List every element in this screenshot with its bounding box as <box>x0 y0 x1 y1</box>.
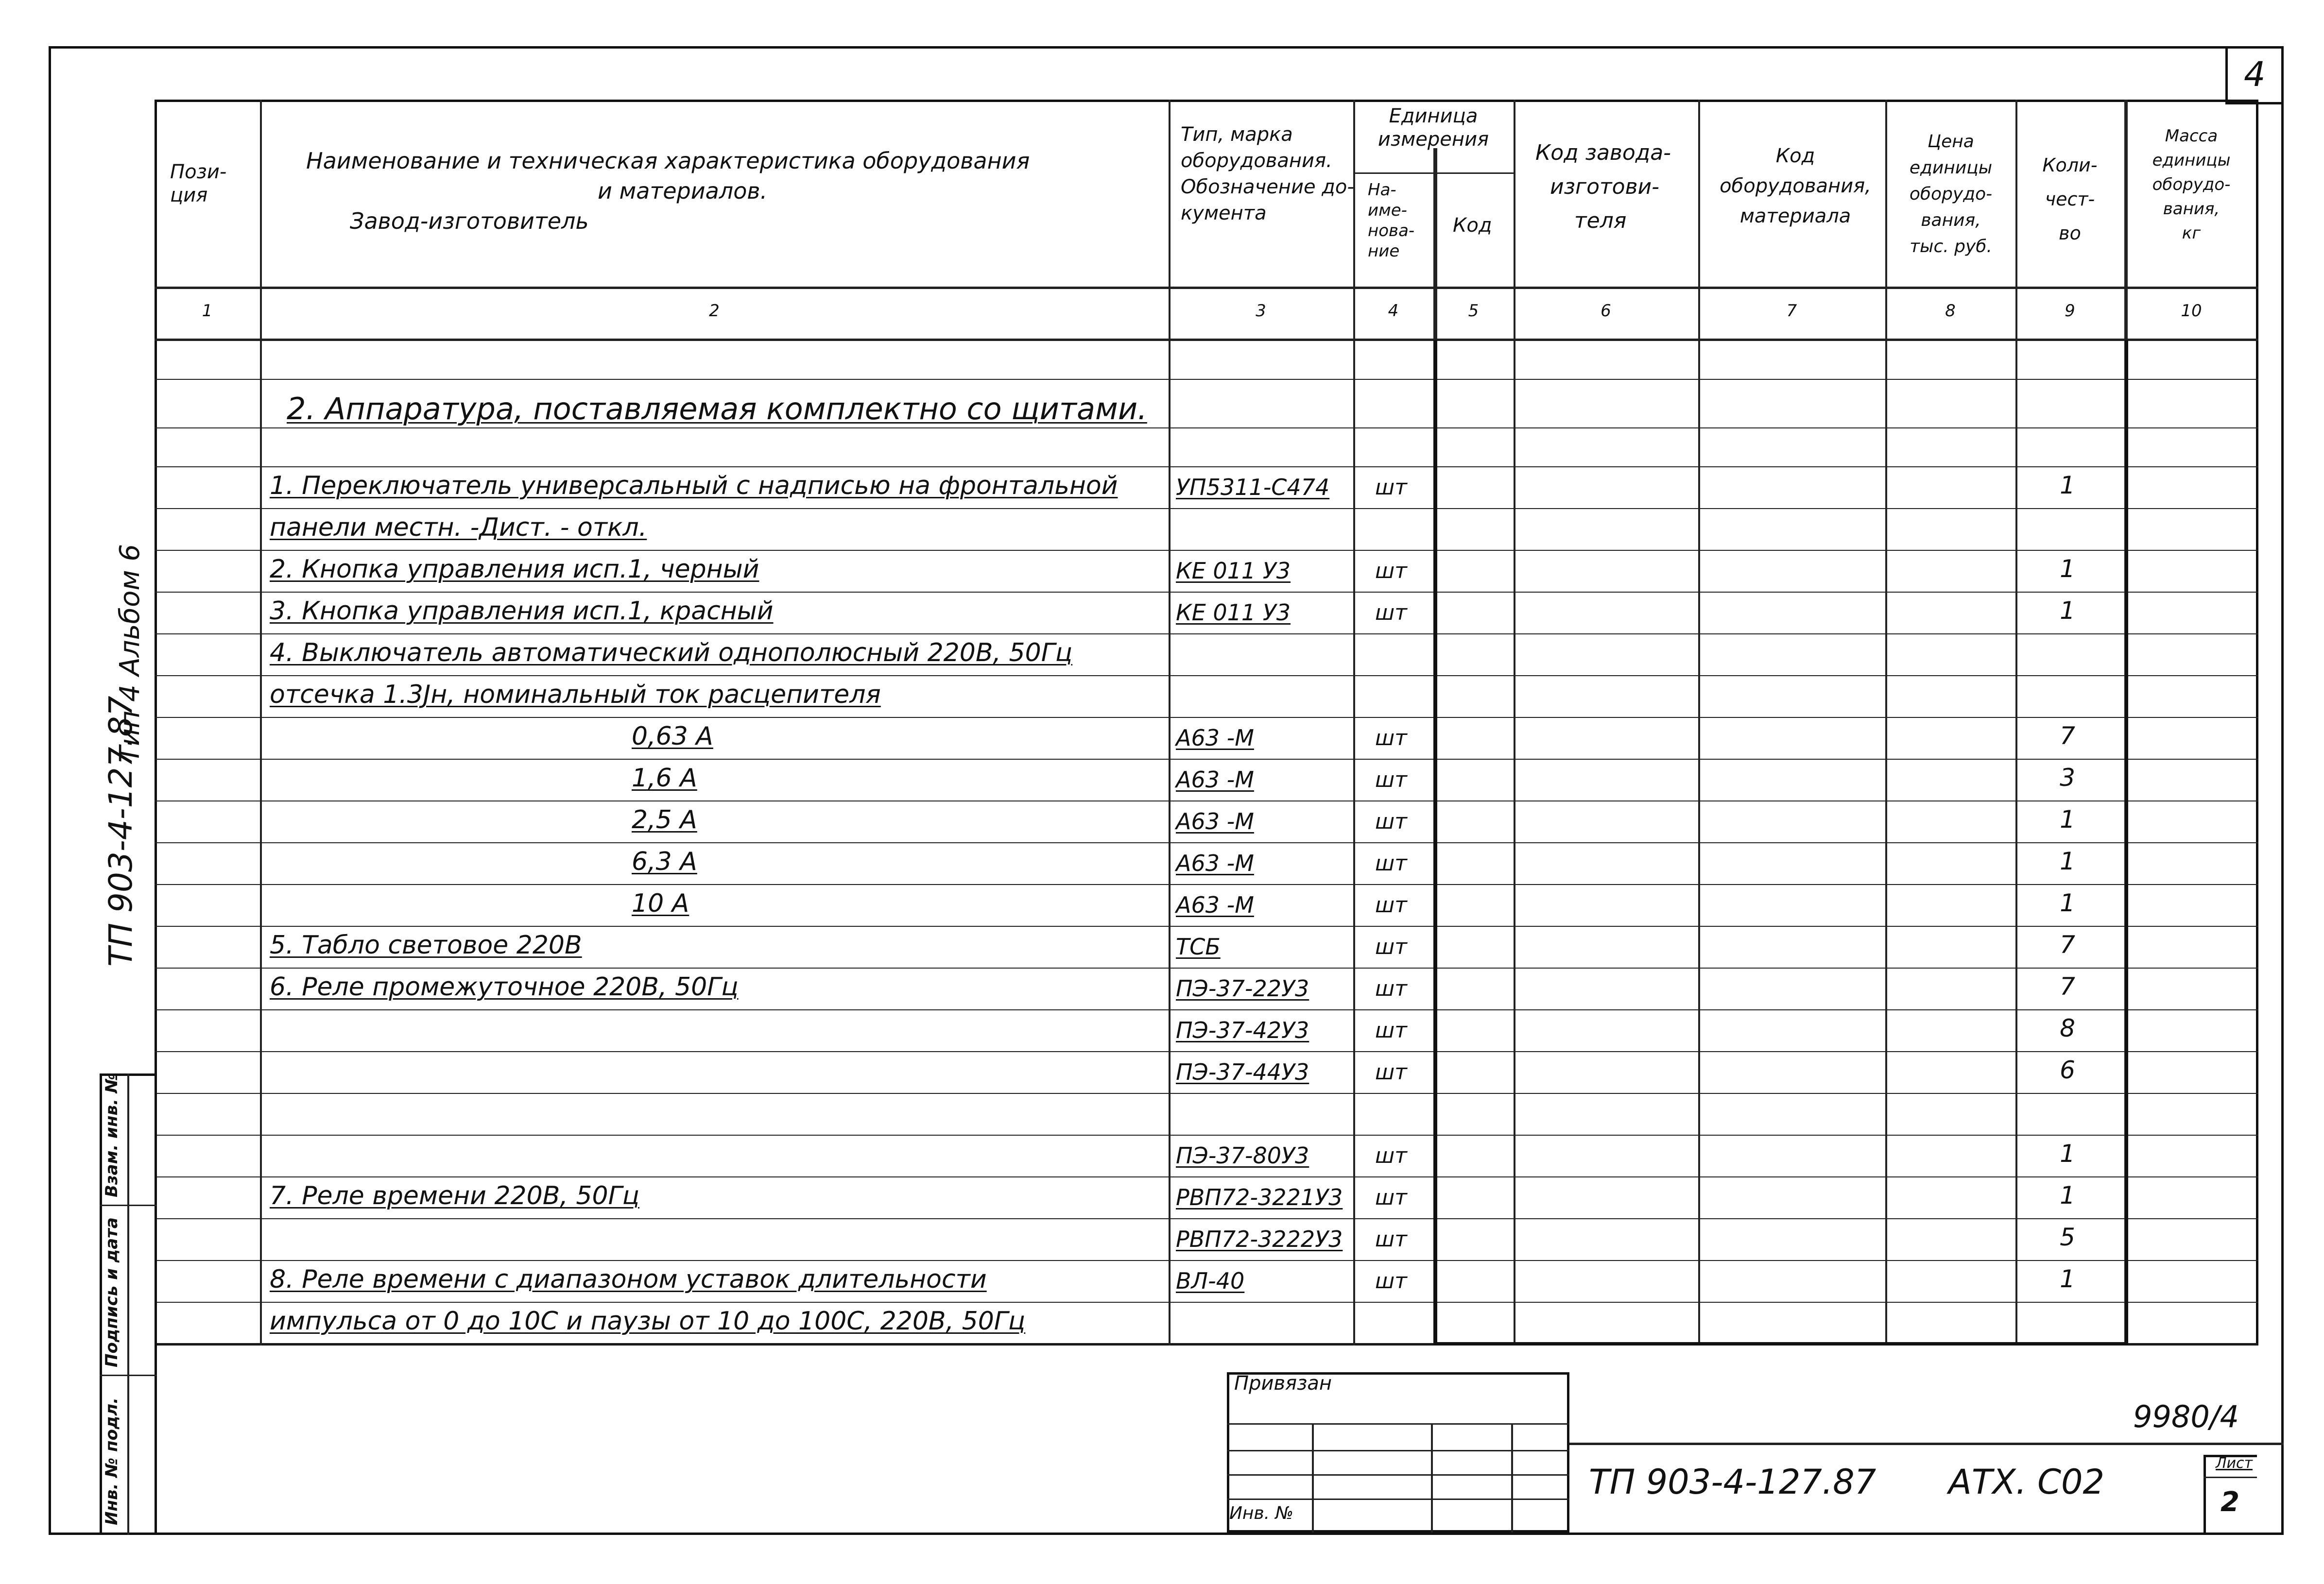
row-unit: шт <box>1375 893 1407 918</box>
unit-group-divider <box>1353 172 1514 174</box>
col-line-2 <box>1169 100 1171 1346</box>
row-type: КЕ 011 У3 <box>1176 599 1291 626</box>
header-unit-group: Единица измерения <box>1377 105 1489 151</box>
row-unit: шт <box>1375 851 1407 876</box>
row-unit: шт <box>1375 935 1407 959</box>
privyazan-line-4 <box>1227 1499 1569 1500</box>
row-unit: шт <box>1375 475 1407 500</box>
col-line-1 <box>260 100 262 1346</box>
row-unit: шт <box>1375 976 1407 1001</box>
row-unit: шт <box>1375 1060 1407 1085</box>
header-unit-name: На- име- нова- ние <box>1368 180 1415 261</box>
unit-code-block <box>1433 340 2128 1346</box>
row-quantity: 1 <box>2060 889 2075 917</box>
privyazan-vline-2 <box>1431 1423 1433 1533</box>
sheet-label: Лист <box>2216 1455 2253 1472</box>
colnum-4: 4 <box>1388 301 1399 321</box>
privyazan-line-2 <box>1227 1450 1569 1451</box>
row-quantity: 1 <box>2060 805 2075 834</box>
row-unit: шт <box>1375 809 1407 834</box>
header-name: Наименование и техническая характеристика оборудования и материалов. Завод-изготовитель <box>306 148 1030 234</box>
row-type: ПЭ-37-42У3 <box>1176 1017 1309 1043</box>
row-quantity: 1 <box>2060 847 2075 875</box>
row-type: А63 -М <box>1176 725 1254 751</box>
row-unit: шт <box>1375 1185 1407 1210</box>
row-type: А63 -М <box>1176 808 1254 835</box>
row-unit: шт <box>1375 767 1407 792</box>
project-label: ТП 903-4-127.87 <box>102 696 139 967</box>
row-type: А63 -М <box>1176 850 1254 876</box>
header-equipment-code: Код оборудования, материала <box>1720 145 1871 227</box>
row-unit: шт <box>1375 1018 1407 1043</box>
row-name: 5. Табло световое 220В <box>270 931 582 960</box>
album-label: Тип 4 Альбом 6 <box>114 544 146 763</box>
row-type: РВП72-3221У3 <box>1176 1184 1343 1210</box>
privyazan-label: Привязан <box>1234 1372 1332 1395</box>
doc-mark: АТХ. С02 <box>1948 1462 2105 1502</box>
colnum-7: 7 <box>1786 301 1797 321</box>
header-divider <box>155 287 2258 289</box>
row-name: 2,5 А <box>632 805 697 835</box>
order-number: 9980/4 <box>2133 1399 2239 1434</box>
colnum-2: 2 <box>709 301 720 321</box>
privyazan-vline-3 <box>1511 1423 1513 1533</box>
row-name: отсечка 1.3Jн, номинальный ток расцепителя <box>270 680 881 709</box>
header-pos: Пози- ция <box>170 161 227 206</box>
row-quantity: 3 <box>2060 764 2075 792</box>
stamp-label-replace: Взам. инв. № <box>102 1073 121 1197</box>
row-type: РВП72-3222У3 <box>1176 1226 1343 1252</box>
row-quantity: 1 <box>2060 596 2075 625</box>
row-quantity: 1 <box>2060 555 2075 583</box>
row-type: ПЭ-37-22У3 <box>1176 975 1309 1002</box>
header-unit-code: Код <box>1453 214 1492 237</box>
corner-sheet-number: 4 <box>2244 54 2266 94</box>
row-quantity: 7 <box>2060 722 2075 750</box>
colnum-3: 3 <box>1256 301 1266 321</box>
row-type: УП5311-С474 <box>1176 474 1330 500</box>
row-quantity: 1 <box>2060 1140 2075 1168</box>
colnum-6: 6 <box>1601 301 1611 321</box>
sheet-number: 2 <box>2221 1486 2239 1518</box>
row-type: А63 -М <box>1176 892 1254 918</box>
row-unit: шт <box>1375 1143 1407 1168</box>
row-unit: шт <box>1375 726 1407 750</box>
stamp-label-inv: Инв. № подл. <box>102 1397 121 1525</box>
row-quantity: 1 <box>2060 1181 2075 1209</box>
header-price: Цена единицы оборудо- вания, тыс. руб. <box>1909 132 1993 256</box>
stamp-label-sign: Подпись и дата <box>102 1217 121 1367</box>
row-unit: шт <box>1375 1269 1407 1294</box>
row-type: КЕ 011 У3 <box>1176 558 1291 584</box>
row-quantity: 1 <box>2060 471 2075 499</box>
title-block-top <box>1569 1443 2284 1445</box>
row-quantity: 1 <box>2060 1265 2075 1293</box>
header-mass: Масса единицы оборудо- вания, кг <box>2152 126 2231 243</box>
row-quantity: 6 <box>2060 1056 2075 1084</box>
doc-code: ТП 903-4-127.87 <box>1589 1462 1876 1502</box>
row-name: 2. Кнопка управления исп.1, черный <box>270 555 759 584</box>
row-quantity: 7 <box>2060 931 2075 959</box>
row-type: ТСБ <box>1176 934 1221 960</box>
row-name: импульса от 0 до 10С и паузы от 10 до 100С, 220В, 50Гц <box>270 1307 1026 1336</box>
row-type: ПЭ-37-44У3 <box>1176 1059 1309 1085</box>
inv-no-label: Инв. № <box>1229 1503 1294 1523</box>
row-name: 1,6 А <box>632 764 697 793</box>
section-title: 2. Аппаратура, поставляемая комплектно со щитами. <box>287 391 1147 426</box>
colnum-8: 8 <box>1945 301 1956 321</box>
row-name: 10 А <box>632 889 689 918</box>
row-type: А63 -М <box>1176 766 1254 793</box>
privyazan-line-3 <box>1227 1474 1569 1476</box>
header-quantity: Коли- чест- во <box>2042 154 2098 244</box>
row-unit: шт <box>1375 559 1407 583</box>
row-type: ВЛ-40 <box>1176 1268 1245 1294</box>
row-name: 0,63 А <box>632 722 713 751</box>
colnum-9: 9 <box>2065 301 2075 321</box>
header-factory-code: Код завода- изготови- теля <box>1535 140 1671 233</box>
row-name: 6,3 А <box>632 847 697 876</box>
row-quantity: 5 <box>2060 1223 2075 1251</box>
stamp-vdivider <box>127 1073 129 1535</box>
row-name: 7. Реле времени 220В, 50Гц <box>270 1181 639 1210</box>
row-name: 4. Выключатель автоматический однополюсный 220В, 50Гц <box>270 638 1073 667</box>
colnum-5: 5 <box>1468 301 1479 321</box>
row-name: 6. Реле промежуточное 220В, 50Гц <box>270 972 739 1002</box>
row-type: ПЭ-37-80У3 <box>1176 1142 1309 1169</box>
colnum-10: 10 <box>2181 301 2202 321</box>
colnum-1: 1 <box>202 301 213 321</box>
row-name: 3. Кнопка управления исп.1, красный <box>270 596 774 626</box>
row-quantity: 7 <box>2060 972 2075 1001</box>
privyazan-vline-1 <box>1312 1423 1314 1533</box>
col-line-3 <box>1353 100 1355 1346</box>
row-name: панели местн. -Дист. - откл. <box>270 513 647 542</box>
row-unit: шт <box>1375 600 1407 625</box>
row-name: 8. Реле времени с диапазоном уставок длительности <box>270 1265 987 1294</box>
sheet-box-divider <box>2203 1477 2257 1478</box>
row-name: 1. Переключатель универсальный с надписью на фронтальной <box>270 471 1118 500</box>
header-type: Тип, марка оборудования. Обозначение до- кумента <box>1181 123 1354 224</box>
row-unit: шт <box>1375 1227 1407 1252</box>
privyazan-line-1 <box>1227 1423 1569 1425</box>
row-quantity: 8 <box>2060 1014 2075 1042</box>
